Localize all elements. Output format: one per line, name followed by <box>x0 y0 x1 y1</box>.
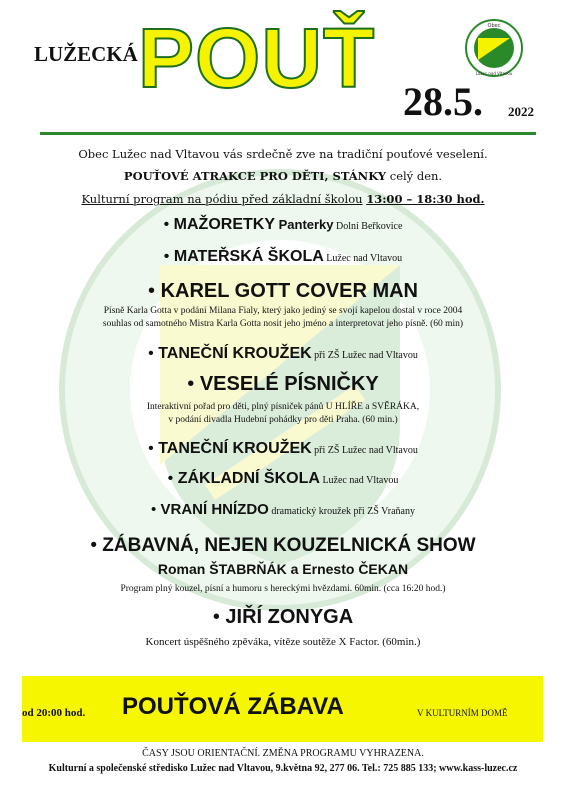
program-desc-1: Program plný kouzel, písní a humoru s hereckými hvězdami. 60min. (cca 16:20 hod.) <box>120 584 446 594</box>
program-item-sub: při ZŠ Lužec nad Vltavou <box>311 350 418 361</box>
bullet: • <box>151 501 157 518</box>
program-item-title: VRANÍ HNÍZDO <box>160 501 269 518</box>
program-item-title: ZÁBAVNÁ, NEJEN KOUZELNICKÁ SHOW <box>102 535 476 556</box>
bullet: • <box>167 470 174 487</box>
program-item-sub: Lužec nad Vltavou <box>323 253 403 264</box>
header-divider <box>40 132 536 135</box>
program-item-title: KAREL GOTT COVER MAN <box>160 280 418 302</box>
village-name: LUŽECKÁ <box>34 42 138 66</box>
program-desc-2: souhlas od samotného Mistra Karla Gotta nosit jeho jméno a interpretovat jeho písně. (60 min) <box>102 319 464 329</box>
evening-banner <box>22 676 543 742</box>
program-item-zonyga <box>0 606 566 629</box>
program-item-title: ZÁKLADNÍ ŠKOLA <box>177 470 320 487</box>
program-item-school <box>0 470 566 488</box>
intro-line-3 <box>0 192 566 206</box>
program-item-crow-nest <box>0 501 566 518</box>
program-item-kindergarten <box>0 248 566 266</box>
bullet: • <box>212 606 220 628</box>
program-item-title-2: Panterky <box>274 217 334 232</box>
program-item-title: MATEŘSKÁ ŠKOLA <box>173 248 324 265</box>
program-item-title: JIŘÍ ZONYGA <box>225 606 354 628</box>
intro-stage-program: Kulturní program na pódiu před základní školou <box>81 192 363 206</box>
event-date: 28.5. <box>403 79 483 124</box>
program-item-title: TANEČNÍ KROUŽEK <box>158 345 312 362</box>
program-item-magic-show <box>0 535 566 557</box>
program-item-sub: dramatický kroužek při ZŠ Vraňany <box>268 506 415 517</box>
program-performers <box>0 561 566 577</box>
banner-time: od 20:00 hod. <box>22 707 86 719</box>
footer-contact: Kulturní a společenské středisko Lužec nad Vltavou, 9.května 92, 277 06. Tel.: 725 885 133; www.kass-luzec.cz <box>48 763 518 774</box>
intro-line-2 <box>0 169 566 183</box>
program-desc-1: Koncert úspěšného zpěváka, vítěze soutěže X Factor. (60min.) <box>145 636 421 648</box>
program-performers-names: Roman ŠTABRŇÁK a Ernesto ČEKAN <box>157 561 409 577</box>
bullet: • <box>187 373 195 395</box>
program-item-dance-club <box>0 345 566 363</box>
intro-all-day: celý den. <box>386 169 443 183</box>
program-item-sub: Lužec nad Vltavou <box>319 475 399 486</box>
bullet: • <box>163 216 170 233</box>
page-title: POUŤ <box>138 11 376 105</box>
bullet: • <box>148 345 154 362</box>
intro-line-1: Obec Lužec nad Vltavou vás srdečně zve na tradiční pouťové veselení. <box>78 147 488 161</box>
bullet: • <box>148 440 154 457</box>
bullet: • <box>163 248 170 265</box>
bullet: • <box>148 280 156 302</box>
program-item-songs <box>0 373 566 396</box>
program-item-karel-gott <box>0 280 566 303</box>
program-desc-1: Písně Karla Gotta v podání Milana Fialy, který jako jediný se svojí kapelou dostal v roce 2004 <box>103 306 463 316</box>
program-desc-2: v podání divadla Hudební pohádky pro děti Praha. (60 min.) <box>168 415 398 425</box>
intro-stage-time: 13:00 – 18:30 hod. <box>366 192 485 206</box>
banner-place: V KULTURNÍM DOMĚ <box>417 708 508 718</box>
footer-notice: ČASY JSOU ORIENTAČNÍ. ZMĚNA PROGRAMU VYHRAZENA. <box>142 748 424 759</box>
program-item-sub: při ZŠ Lužec nad Vltavou <box>311 445 418 456</box>
program-item-title: TANEČNÍ KROUŽEK <box>158 440 312 457</box>
program-item-title: MAŽORETKY <box>173 216 275 233</box>
village-logo-icon <box>464 18 524 78</box>
logo-top-text: Obec <box>487 23 501 29</box>
program-item-sub: Dolní Beřkovice <box>333 221 403 232</box>
program-desc-1: Interaktivní pořad pro děti, plný písniček pánů U HLÍŘE a SVĚRÁKA, <box>146 402 420 412</box>
program-item-dance-club-2 <box>0 440 566 458</box>
banner-title: POUŤOVÁ ZÁBAVA <box>122 693 344 720</box>
bullet: • <box>90 535 98 556</box>
intro-attractions: POUŤOVÉ ATRAKCE PRO DĚTI, STÁNKY <box>123 169 387 183</box>
event-year: 2022 <box>508 104 534 119</box>
program-item-title: VESELÉ PÍSNIČKY <box>199 373 379 395</box>
logo-bottom-text: Lužec nad Vltavou <box>475 71 513 76</box>
program-item-majorettes <box>0 216 566 234</box>
